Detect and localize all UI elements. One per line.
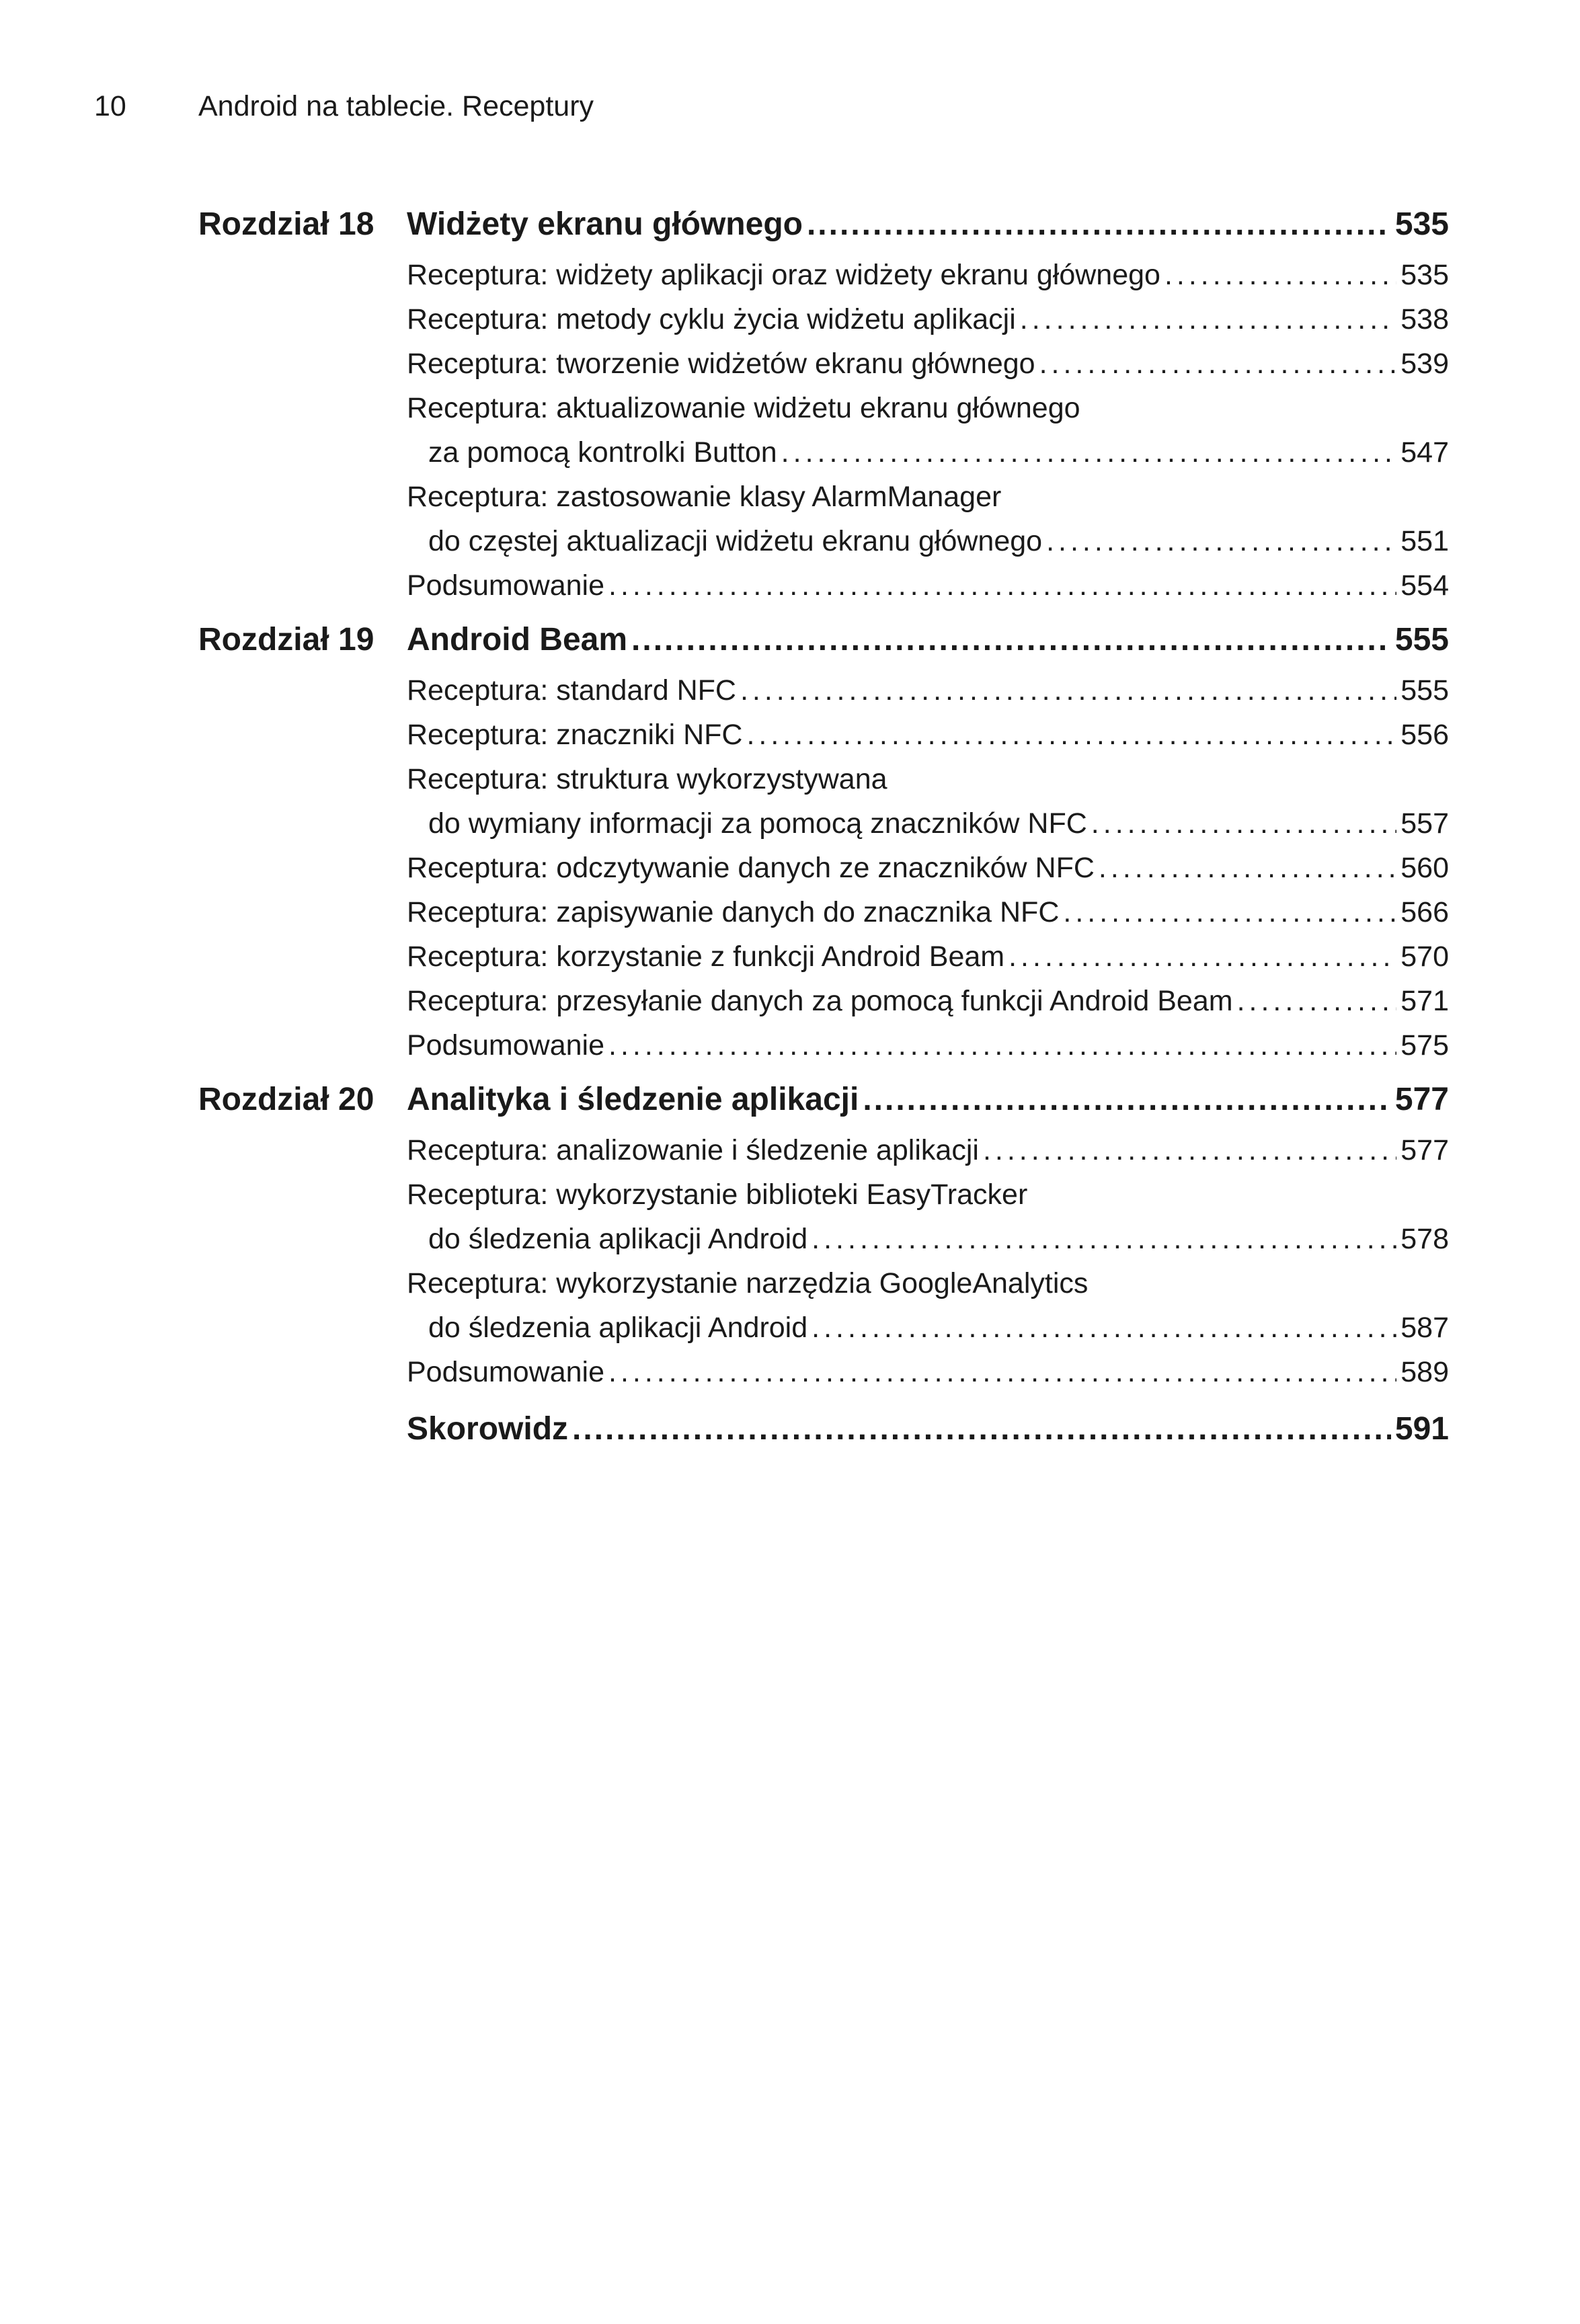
dot-leader	[1020, 297, 1396, 342]
chapter-label: Rozdział 20	[198, 1082, 374, 1117]
entry-text: Receptura: zastosowanie klasy AlarmManager	[407, 481, 1002, 513]
book-title: Android na tablecie. Receptury	[198, 90, 594, 122]
entry-text: Receptura: metody cyklu życia widżetu aplikacji	[407, 303, 1016, 335]
entry-text-continued: do częstej aktualizacji widżetu ekranu głównego	[428, 525, 1043, 557]
dot-leader	[608, 1023, 1396, 1068]
dot-leader	[1164, 253, 1396, 297]
chapter-20	[198, 1072, 1449, 1394]
toc-entry[interactable]	[407, 253, 1449, 297]
toc-entry[interactable]	[407, 1023, 1449, 1068]
entry-text: Receptura: zapisywanie danych do znacznika NFC	[407, 896, 1060, 928]
toc-entry[interactable]	[407, 475, 1449, 563]
entry-text: Receptura: aktualizowanie widżetu ekranu głównego	[407, 392, 1080, 424]
dot-leader	[1009, 934, 1396, 979]
toc-entry[interactable]	[407, 757, 1449, 846]
toc-entry[interactable]	[407, 713, 1449, 757]
chapter-18	[198, 196, 1449, 608]
dot-leader	[608, 1350, 1396, 1394]
running-head	[94, 86, 594, 126]
entry-page: 556	[1400, 719, 1449, 751]
entry-text: Receptura: odczytywanie danych ze znaczników NFC	[407, 852, 1095, 884]
entry-page: 554	[1400, 569, 1449, 602]
entry-text: Receptura: wykorzystanie narzędzia GoogleAnalytics	[407, 1267, 1089, 1299]
entry-page: 589	[1400, 1356, 1449, 1388]
entry-page: 587	[1400, 1312, 1449, 1344]
entry-page: 575	[1400, 1029, 1449, 1061]
toc-entry[interactable]	[407, 297, 1449, 342]
toc-entry[interactable]	[407, 979, 1449, 1023]
dot-leader	[983, 1128, 1396, 1172]
chapter-label: Rozdział 18	[198, 206, 374, 242]
dot-leader	[1039, 342, 1397, 386]
index-title: Skorowidz	[407, 1411, 569, 1447]
dot-leader	[631, 612, 1391, 668]
chapter-title: Analityka i śledzenie aplikacji	[407, 1082, 859, 1117]
entry-page: 555	[1400, 674, 1449, 707]
page-number: 10	[94, 90, 126, 122]
index-heading[interactable]	[407, 1401, 1449, 1457]
entry-text-continued: do wymiany informacji za pomocą znaczników NFC	[428, 807, 1087, 840]
toc-entry[interactable]	[407, 342, 1449, 386]
chapter-entries	[407, 253, 1449, 608]
entry-text: Receptura: tworzenie widżetów ekranu głównego	[407, 348, 1035, 380]
toc-entry[interactable]	[407, 890, 1449, 934]
entry-page: 535	[1400, 259, 1449, 291]
toc-entry[interactable]	[407, 1350, 1449, 1394]
dot-leader	[1063, 890, 1396, 934]
dot-leader	[812, 1217, 1396, 1261]
chapter-title: Widżety ekranu głównego	[407, 206, 803, 242]
entry-text: Receptura: znaczniki NFC	[407, 719, 743, 751]
entry-page: 557	[1400, 807, 1449, 840]
entry-text: Podsumowanie	[407, 569, 605, 602]
dot-leader	[812, 1306, 1396, 1350]
entry-text: Receptura: wykorzystanie biblioteki EasyTracker	[407, 1178, 1028, 1211]
entry-text-continued: za pomocą kontrolki Button	[428, 436, 777, 469]
entry-text: Receptura: przesyłanie danych za pomocą funkcji Android Beam	[407, 985, 1233, 1017]
entry-text-continued: do śledzenia aplikacji Android	[428, 1312, 808, 1344]
entry-page: 538	[1400, 303, 1449, 335]
toc-entry[interactable]	[407, 1261, 1449, 1350]
chapter-title: Android Beam	[407, 622, 628, 657]
toc-entry[interactable]	[407, 1172, 1449, 1261]
dot-leader	[807, 196, 1391, 253]
entry-page: 578	[1400, 1223, 1449, 1255]
dot-leader	[740, 668, 1396, 713]
chapter-entries	[407, 1128, 1449, 1394]
entry-text-continued: do śledzenia aplikacji Android	[428, 1223, 808, 1255]
toc-entry[interactable]	[407, 386, 1449, 475]
dot-leader	[1091, 801, 1396, 846]
chapter-heading[interactable]	[198, 612, 1449, 668]
chapter-page: 555	[1394, 622, 1449, 657]
toc-entry[interactable]	[407, 1128, 1449, 1172]
dot-leader	[1046, 519, 1396, 563]
chapter-heading[interactable]	[198, 196, 1449, 253]
entry-text: Receptura: widżety aplikacji oraz widżety ekranu głównego	[407, 259, 1160, 291]
entry-text: Receptura: analizowanie i śledzenie aplikacji	[407, 1134, 979, 1166]
dot-leader	[572, 1401, 1391, 1457]
dot-leader	[1099, 846, 1396, 890]
entry-page: 566	[1400, 896, 1449, 928]
chapter-entries	[407, 668, 1449, 1068]
dot-leader	[863, 1072, 1391, 1128]
chapter-page: 577	[1394, 1082, 1449, 1117]
entry-page: 539	[1400, 348, 1449, 380]
dot-leader	[781, 430, 1397, 475]
chapter-page: 535	[1394, 206, 1449, 242]
entry-text: Podsumowanie	[407, 1029, 605, 1061]
dot-leader	[746, 713, 1396, 757]
toc-entry[interactable]	[407, 668, 1449, 713]
chapter-19	[198, 612, 1449, 1068]
entry-page: 571	[1400, 985, 1449, 1017]
toc-entry[interactable]	[407, 934, 1449, 979]
toc-entry[interactable]	[407, 846, 1449, 890]
chapter-heading[interactable]	[198, 1072, 1449, 1128]
table-of-contents	[198, 196, 1449, 1457]
entry-text: Podsumowanie	[407, 1356, 605, 1388]
entry-page: 570	[1400, 940, 1449, 973]
entry-text: Receptura: korzystanie z funkcji Android Beam	[407, 940, 1005, 973]
entry-page: 547	[1400, 436, 1449, 469]
toc-entry[interactable]	[407, 563, 1449, 608]
dot-leader	[608, 563, 1396, 608]
entry-page: 551	[1400, 525, 1449, 557]
dot-leader	[1237, 979, 1397, 1023]
entry-text: Receptura: struktura wykorzystywana	[407, 763, 887, 795]
entry-page: 577	[1400, 1134, 1449, 1166]
entry-page: 560	[1400, 852, 1449, 884]
entry-text: Receptura: standard NFC	[407, 674, 736, 707]
index-page: 591	[1394, 1411, 1449, 1447]
chapter-label: Rozdział 19	[198, 622, 374, 657]
